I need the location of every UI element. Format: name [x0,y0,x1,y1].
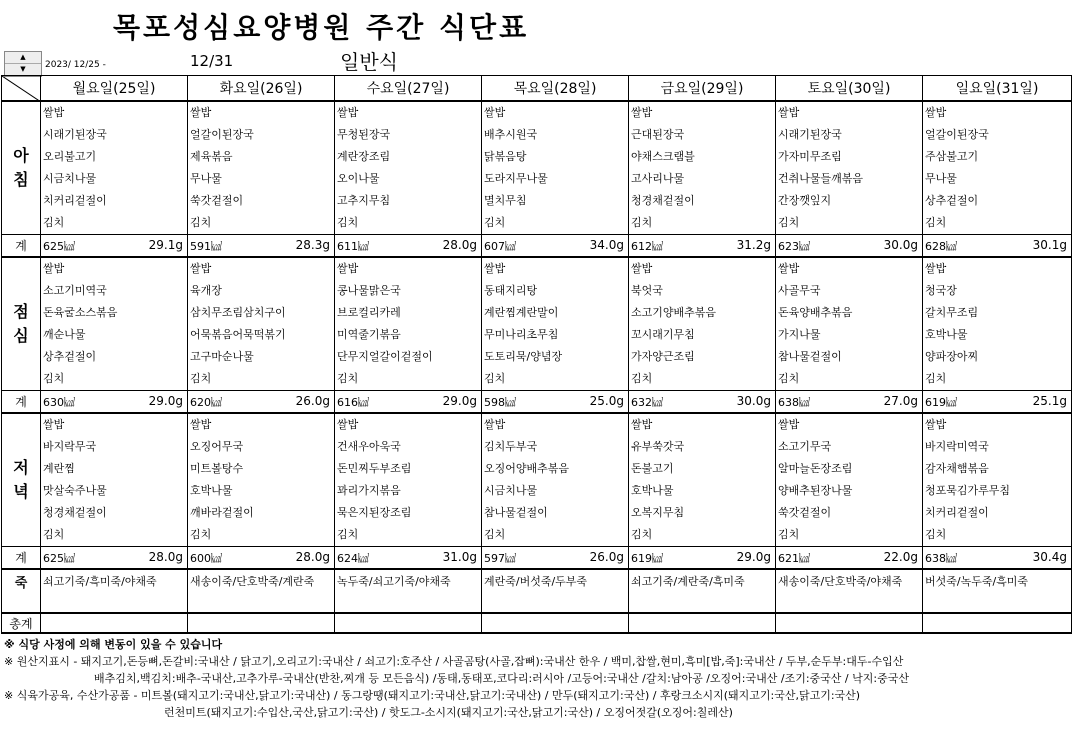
note-change: ※ 식당 사정에 의해 변동이 있을 수 있습니다 [4,638,223,651]
menu-item: 쌀밥 [190,418,212,431]
menu-cell [776,257,923,391]
kcal-value: 625㎉ [43,551,75,565]
menu-item: 건새우아욱국 [337,440,401,453]
menu-item: 삼치무조림삼치구이 [190,306,286,319]
menu-item: 오이나물 [337,172,380,185]
menu-item: 소고기양배추볶음 [631,306,717,319]
porridge-row [2,569,1072,613]
menu-item: 오리불고기 [43,150,97,163]
menu-item: 상추겉절이 [43,350,97,363]
menu-item: 양배추된장나물 [778,484,853,497]
protein-value: 28.0g [148,549,183,564]
nutrition-info [629,238,775,254]
note-processed-cont: 런천미트(돼지고기:수입산,국산,닭고기:국산) / 핫도그-소시지(돼지고기:국산,닭고기:국산) / 오징어젓갈(오징어:칠레산) [164,706,733,719]
subtotal-row-dinner [2,547,1072,570]
total-cell [923,613,1072,633]
menu-item: 쌀밥 [778,106,800,119]
menu-item: 치커리겉절이 [925,506,989,519]
kcal-value: 624㎉ [337,551,369,565]
menu-item: 쌀밥 [778,262,800,275]
spinner-up-icon[interactable]: ▲ [5,52,41,64]
menu-item: 꽈리가지볶음 [337,484,401,497]
corner-cell [2,76,41,102]
menu-item: 주삼불고기 [925,150,979,163]
subtotal-cell [482,391,629,414]
menu-item: 쑥갓겉절이 [190,194,244,207]
nutrition-info [482,238,628,254]
kcal-value: 628㎉ [925,239,957,253]
menu-item: 청국장 [925,284,957,297]
nutrition-info [482,550,628,566]
subtotal-cell [335,547,482,570]
menu-item: 돈육굴소스볶음 [43,306,118,319]
menu-cell [776,101,923,235]
subtotal-row-breakfast [2,235,1072,258]
menu-item: 감자채햄볶음 [925,462,989,475]
menu-item: 무나물 [925,172,957,185]
nutrition-info [923,394,1071,410]
page-title: 목포성심요양병원 주간 식단표 [113,11,530,44]
menu-item: 호박나물 [190,484,233,497]
menu-item: 시금치나물 [43,172,97,185]
nutrition-info [335,550,481,566]
meal-row-lunch [2,257,1072,391]
menu-item: 김치 [190,372,212,385]
nutrition-info [188,394,334,410]
total-cell [335,613,482,633]
menu-item: 참나물겉절이 [778,350,842,363]
menu-item: 호박나물 [631,484,674,497]
protein-value: 22.0g [883,549,918,564]
protein-value: 30.0g [883,237,918,252]
protein-value: 29.1g [148,237,183,252]
nutrition-info [776,550,922,566]
subtotal-cell [41,235,188,258]
menu-item: 김치 [337,528,359,541]
nutrition-info [335,394,481,410]
porridge-cell [776,569,923,613]
subtotal-cell [188,547,335,570]
total-cell [41,613,188,633]
menu-item: 묵은지된장조림 [337,506,412,519]
menu-item: 어묵볶음어묵떡볶기 [190,328,286,341]
kcal-value: 638㎉ [778,395,810,409]
menu-item: 김치 [778,216,800,229]
subtotal-cell [41,391,188,414]
menu-cell [188,257,335,391]
nutrition-info [629,394,775,410]
menu-item: 쌀밥 [484,106,506,119]
menu-item: 오징어양배추볶음 [484,462,570,475]
menu-item: 미역줄기볶음 [337,328,401,341]
total-cell [482,613,629,633]
menu-item: 멸치무침 [484,194,527,207]
menu-item: 사골무국 [778,284,821,297]
total-cell [188,613,335,633]
total-row [2,613,1072,633]
menu-cell [923,413,1072,547]
nutrition-info [188,550,334,566]
menu-item: 상추겉절이 [925,194,979,207]
day-header: 금요일(29일) [629,76,776,102]
corner-diagonal [2,76,41,101]
kcal-value: 638㎉ [925,551,957,565]
menu-item: 무미나리초무침 [484,328,559,341]
menu-item: 청경채겉절이 [43,506,107,519]
subtotal-cell [482,547,629,570]
day-header: 월요일(25일) [41,76,188,102]
kcal-value: 597㎉ [484,551,516,565]
note-origin [4,653,1070,670]
meal-label-breakfast: 아 침 [2,101,41,235]
menu-item: 김치 [631,372,653,385]
menu-item: 맛살숙주나물 [43,484,107,497]
menu-item: 꼬시래기무침 [631,328,695,341]
subtotal-row-lunch [2,391,1072,414]
weekly-menu-table [1,75,1072,634]
menu-item: 계란찜계란말이 [484,306,559,319]
nutrition-info [776,238,922,254]
day-header: 수요일(27일) [335,76,482,102]
menu-item: 도라지무나물 [484,172,548,185]
subtotal-cell [335,235,482,258]
menu-item: 소고기무국 [778,440,832,453]
kcal-value: 591㎉ [190,239,222,253]
kcal-value: 612㎉ [631,239,663,253]
menu-item: 김치 [43,216,65,229]
menu-item: 제육볶음 [190,150,233,163]
kcal-value: 623㎉ [778,239,810,253]
porridge-cell [188,569,335,613]
protein-value: 27.0g [883,393,918,408]
menu-cell [923,101,1072,235]
nutrition-info [335,238,481,254]
menu-item: 얼갈이된장국 [925,128,989,141]
menu-item: 쑥갓겉절이 [778,506,832,519]
menu-item: 쌀밥 [337,418,359,431]
menu-item: 미트볼탕수 [190,462,244,475]
porridge-item: 녹두죽/쇠고기죽/야채죽 [337,575,451,588]
porridge-cell [482,569,629,613]
kcal-value: 620㎉ [190,395,222,409]
subtotal-label: 계 [2,235,41,258]
menu-item: 간장깻잎지 [778,194,832,207]
menu-item: 계란찜 [43,462,75,475]
date-spinner[interactable] [4,51,42,77]
meal-label-lunch: 점 심 [2,257,41,391]
menu-item: 돈불고기 [631,462,674,475]
porridge-item: 계란죽/버섯죽/두부죽 [484,575,588,588]
menu-item: 김치 [631,528,653,541]
meal-row-dinner [2,413,1072,547]
porridge-item: 쇠고기죽/흑미죽/야채죽 [43,575,157,588]
menu-item: 쌀밥 [337,106,359,119]
menu-item: 소고기미역국 [43,284,107,297]
menu-cell [629,257,776,391]
day-header: 일요일(31일) [923,76,1072,102]
protein-value: 26.0g [589,549,624,564]
kcal-value: 619㎉ [925,395,957,409]
kcal-value: 630㎉ [43,395,75,409]
menu-item: 계란장조림 [337,150,391,163]
day-header: 목요일(28일) [482,76,629,102]
menu-item: 치커리겉절이 [43,194,107,207]
kcal-value: 607㎉ [484,239,516,253]
menu-item: 김치 [778,528,800,541]
subtotal-label: 계 [2,547,41,570]
menu-item: 고사리나물 [631,172,685,185]
subtotal-cell [923,391,1072,414]
subtotal-cell [776,391,923,414]
menu-cell [41,257,188,391]
subtotal-cell [776,547,923,570]
menu-item: 쌀밥 [631,418,653,431]
menu-item: 김치 [631,216,653,229]
subtotal-cell [923,235,1072,258]
protein-value: 30.4g [1032,549,1067,564]
menu-item: 김치 [190,216,212,229]
menu-item: 유부쑥갓국 [631,440,685,453]
menu-item: 고추지무침 [337,194,391,207]
menu-item: 무나물 [190,172,222,185]
nutrition-info [776,394,922,410]
menu-item: 육개장 [190,284,222,297]
menu-item: 얼갈이된장국 [190,128,254,141]
porridge-cell [923,569,1072,613]
protein-value: 29.0g [736,549,771,564]
protein-value: 31.2g [736,237,771,252]
date-start: 2023/ 12/25 - [45,60,106,70]
menu-item: 쌀밥 [190,262,212,275]
total-cell [629,613,776,633]
subtotal-cell [629,235,776,258]
menu-cell [776,413,923,547]
menu-item: 김치 [43,372,65,385]
protein-value: 26.0g [295,393,330,408]
menu-cell [629,413,776,547]
porridge-cell [41,569,188,613]
menu-item: 청포묵김가루무침 [925,484,1011,497]
kcal-value: 619㎉ [631,551,663,565]
menu-item: 시금치나물 [484,484,538,497]
menu-item: 깨바라겉절이 [190,506,254,519]
menu-item: 건취나물들깨볶음 [778,172,864,185]
menu-cell [188,101,335,235]
subtotal-label: 계 [2,391,41,414]
subtotal-cell [923,547,1072,570]
menu-item: 가자양근조림 [631,350,695,363]
nutrition-info [923,238,1071,254]
nutrition-info [629,550,775,566]
total-label: 총계 [2,613,41,633]
menu-item: 쌀밥 [631,262,653,275]
menu-item: 오징어무국 [190,440,244,453]
menu-item: 김치 [484,372,506,385]
menu-cell [629,101,776,235]
kcal-value: 611㎉ [337,239,369,253]
protein-value: 28.0g [442,237,477,252]
menu-item: 도토리묵/양념장 [484,350,563,363]
menu-item: 쌀밥 [925,418,947,431]
kcal-value: 625㎉ [43,239,75,253]
protein-value: 31.0g [442,549,477,564]
protein-value: 30.0g [736,393,771,408]
note-processed: ※ 식육가공육, 수산가공품 - 미트볼(돼지고기:국내산,닭고기:국내산) / 동그랑땡(돼지고기:국내산,닭고기:국내산) / 만두(돼지고기:국산) / 후랑크소시지(돼지고기:국산,닭고기:국산) [4,689,861,702]
porridge-cell [335,569,482,613]
nutrition-info [923,550,1071,566]
menu-item: 동태지리탕 [484,284,538,297]
nutrition-info [188,238,334,254]
menu-cell [923,257,1072,391]
kcal-value: 616㎉ [337,395,369,409]
menu-item: 호박나물 [925,328,968,341]
menu-item: 알마늘돈장조림 [778,462,853,475]
protein-value: 25.1g [1032,393,1067,408]
menu-item: 김치 [925,528,947,541]
menu-item: 고구마순나물 [190,350,254,363]
menu-item: 김치두부국 [484,440,538,453]
porridge-item: 새송이죽/단호박죽/계란죽 [190,575,315,588]
menu-item: 김치 [337,372,359,385]
menu-item: 야채스크램블 [631,150,695,163]
nutrition-info [41,238,187,254]
menu-item: 바지락무국 [43,440,97,453]
menu-item: 쌀밥 [43,262,65,275]
total-cell [776,613,923,633]
menu-item: 김치 [484,528,506,541]
subtotal-cell [188,235,335,258]
menu-item: 청경채겉절이 [631,194,695,207]
menu-cell [482,101,629,235]
spinner-down-icon[interactable]: ▼ [20,65,26,73]
menu-item: 쌀밥 [778,418,800,431]
day-header: 화요일(26일) [188,76,335,102]
subtotal-cell [776,235,923,258]
subtotal-cell [629,547,776,570]
menu-item: 김치 [925,216,947,229]
menu-item: 쌀밥 [43,418,65,431]
subtotal-cell [482,235,629,258]
menu-item: 오복지무침 [631,506,685,519]
kcal-value: 621㎉ [778,551,810,565]
menu-item: 김치 [778,372,800,385]
menu-item: 쌀밥 [484,418,506,431]
menu-item: 브로컬리카레 [337,306,401,319]
menu-cell [482,257,629,391]
nutrition-info [482,394,628,410]
menu-item: 김치 [337,216,359,229]
note-origin-text: ※ 원산지표시 - 돼지고기,돈등뼈,돈갈비:국내산 / 닭고기,오리고기:국내산 / 쇠고기:호주산 / 사골곰탕(사골,잡뼈):국내산 한우 / 백미,찹쌀,현미,흑미[밥,죽]:국내산 / 두부,순두부:대두-수입산 [4,655,904,668]
protein-value: 25.0g [589,393,624,408]
protein-value: 34.0g [589,237,624,252]
protein-value: 29.0g [442,393,477,408]
subtotal-cell [629,391,776,414]
protein-value: 28.0g [295,549,330,564]
porridge-item: 버섯죽/녹두죽/흑미죽 [925,575,1029,588]
subtotal-cell [188,391,335,414]
menu-item: 쌀밥 [925,262,947,275]
porridge-label: 죽 [2,569,41,613]
menu-item: 콩나물맑은국 [337,284,401,297]
menu-item: 김치 [484,216,506,229]
menu-cell [41,101,188,235]
menu-item: 김치 [925,372,947,385]
porridge-item: 새송이죽/단호박죽/야채죽 [778,575,903,588]
menu-item: 갈치무조림 [925,306,979,319]
menu-cell [335,101,482,235]
menu-cell [335,257,482,391]
menu-type: 일반식 [340,50,398,74]
note-origin-cont: 배추김치,백김치:배추-국내산,고추가루-국내산(반찬,찌개 등 모든음식) /동태,동태포,코다리:러시아 /고등어:국내산 /갈치:남아공 /오징어:국내산 /조기:중국산 / 낙지:중국산 [94,672,909,685]
menu-item: 김치 [190,528,212,541]
menu-cell [335,413,482,547]
menu-item: 닭볶음탕 [484,150,527,163]
menu-item: 쌀밥 [337,262,359,275]
notes-section [4,636,1070,721]
menu-item: 돈민찌두부조림 [337,462,412,475]
menu-item: 쌀밥 [43,106,65,119]
subtotal-cell [41,547,188,570]
menu-item: 단무지얼갈이겉절이 [337,350,433,363]
menu-cell [188,413,335,547]
menu-item: 근대된장국 [631,128,685,141]
kcal-value: 598㎉ [484,395,516,409]
meal-row-breakfast [2,101,1072,235]
porridge-cell [629,569,776,613]
day-header: 토요일(30일) [776,76,923,102]
protein-value: 28.3g [295,237,330,252]
menu-item: 김치 [43,528,65,541]
kcal-value: 632㎉ [631,395,663,409]
menu-item: 배추시원국 [484,128,538,141]
menu-item: 참나물겉절이 [484,506,548,519]
meal-label-dinner: 저 녁 [2,413,41,547]
menu-item: 깨순나물 [43,328,86,341]
menu-item: 바지락미역국 [925,440,989,453]
menu-cell [41,413,188,547]
menu-item: 돈육양배추볶음 [778,306,853,319]
protein-value: 30.1g [1032,237,1067,252]
menu-item: 시래기된장국 [778,128,842,141]
nutrition-info [41,394,187,410]
porridge-item: 쇠고기죽/계란죽/흑미죽 [631,575,745,588]
menu-item: 가지나물 [778,328,821,341]
subtotal-cell [335,391,482,414]
menu-item: 무청된장국 [337,128,391,141]
menu-cell [482,413,629,547]
menu-item: 가자미무조림 [778,150,842,163]
menu-item: 쌀밥 [484,262,506,275]
kcal-value: 600㎉ [190,551,222,565]
menu-item: 쌀밥 [631,106,653,119]
menu-item: 시래기된장국 [43,128,107,141]
menu-item: 양파장아찌 [925,350,979,363]
menu-item: 쌀밥 [190,106,212,119]
menu-item: 쌀밥 [925,106,947,119]
protein-value: 29.0g [148,393,183,408]
menu-item: 북엇국 [631,284,663,297]
date-end: 12/31 [190,52,234,70]
nutrition-info [41,550,187,566]
